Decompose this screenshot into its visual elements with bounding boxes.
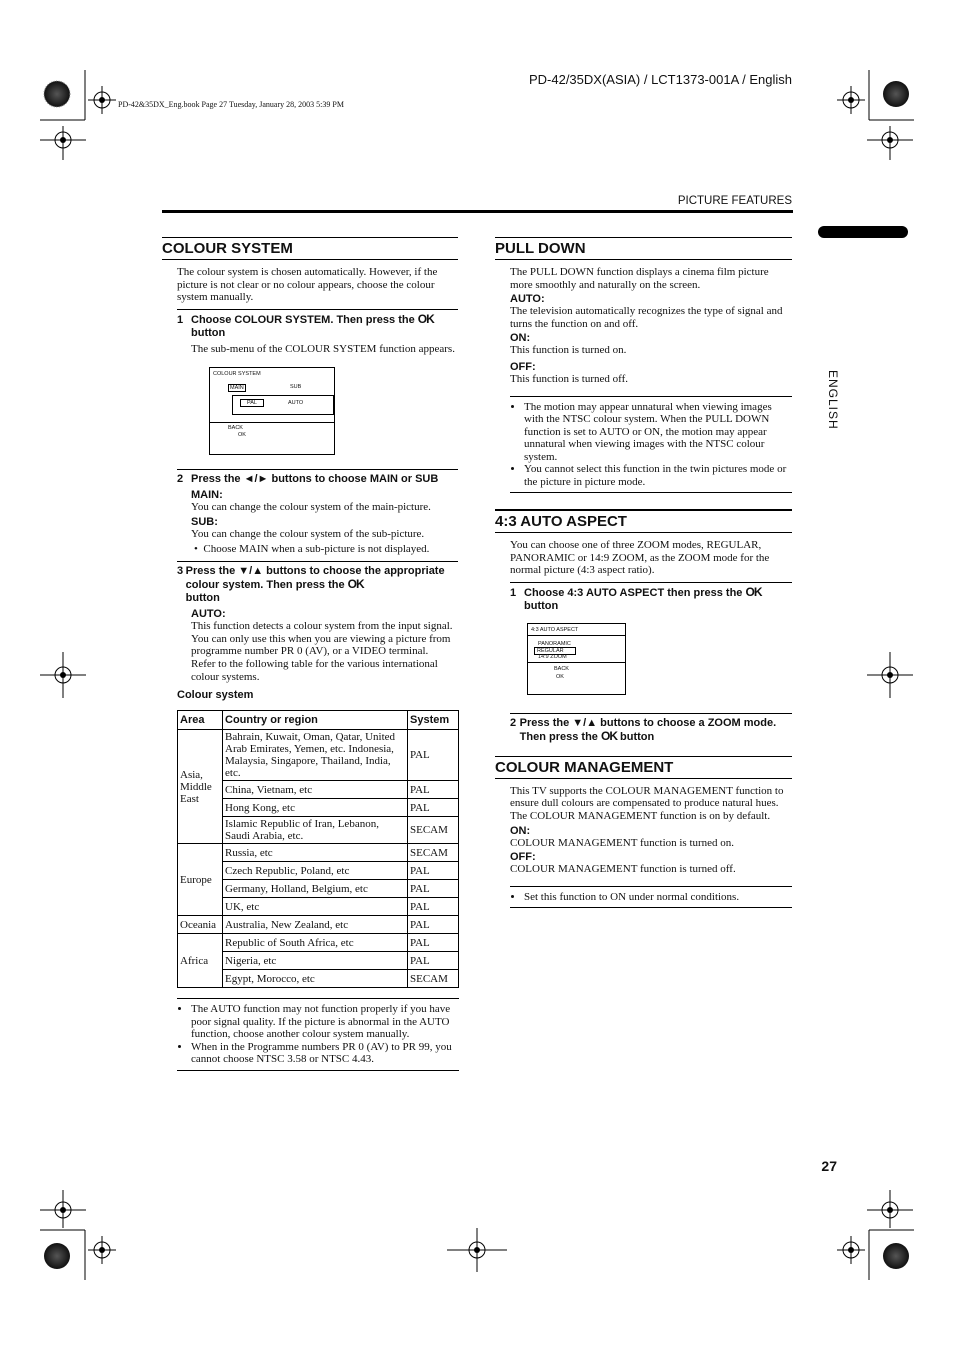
table-title: Colour system [177,689,254,702]
ok-button-icon: OK [745,584,762,599]
ok-button-icon: OK [417,311,434,326]
table-row: Islamic Republic of Iran, Lebanon, Saudi Arabia, etc. SECAM [178,817,459,844]
table-row: Germany, Holland, Belgium, etc PAL [178,880,459,898]
language-label: ENGLISH [826,370,840,430]
table-row: UK, etc PAL [178,898,459,916]
page-number: 27 [821,1158,837,1174]
auto-aspect-menu-screenshot: 4:3 AUTO ASPECT PANORAMIC REGULAR 14:9 ZOOM BACK OK [510,623,792,711]
auto-aspect-step-2: 2 Press the ▼/▲ buttons to choose a ZOOM mode. Then press the OK button [510,713,792,744]
step-1-desc: The sub-menu of the COLOUR SYSTEM function appears. [191,342,455,355]
colour-system-heading: COLOUR SYSTEM [162,237,458,260]
list-item: • Set this function to ON under normal conditions. [524,891,792,904]
list-item: • When in the Programme numbers PR 0 (AV) to PR 99, you cannot choose NTSC 3.58 or NTSC 4.43. [191,1041,459,1066]
colour-system-step-1: 1 Choose COLOUR SYSTEM. Then press the OK button [177,309,458,340]
auto-aspect-heading: 4:3 AUTO ASPECT [495,509,792,533]
colour-management-heading: COLOUR MANAGEMENT [495,756,792,779]
table-row: Hong Kong, etc PAL [178,799,459,817]
document-model-header: PD-42/35DX(ASIA) / LCT1373-001A / English [528,72,792,87]
list-item: • The AUTO function may not function properly if you have poor signal quality. If the picture is abnormal in the AUTO function, choose another colour system manually. [191,1003,459,1041]
auto-aspect-step-1: 1 Choose 4:3 AUTO ASPECT then press the OK button [510,582,792,613]
left-column: COLOUR SYSTEM The colour system is chosen automatically. However, if the picture is not clear or no colour appears, choose the colour system manually. 1 Choose COLOUR SYSTEM. Then press the OK button The sub-menu of the COLOUR SYSTEM function appears. COLOUR SYSTEM MAIN SUB PAL AUTO BACK OK 2 Press the ◄/► buttons to choose MAIN or SUB MAIN: You can change the colour system of the main-picture. SUB: You can change the colour system of the sub-picture. • Choose MAIN when a sub-picture is not displayed. 3 Press the ▼/▲ buttons to choose the appropriate colour system. Then press the OK button AUTO: This function detects a colour system from the input signal. You can only use this when you are viewing a picture from programme number PR 0 (AV), or a VIDEO terminal. Refer to the following table for the various international colour systems. Colour system Area Country or region System Asia, Middle East Bahrain, Kuwait, Oman, Qatar, United Arab Emirates, Yemen, etc. Indonesia, Malaysia, Singapore, Thailand, India, etc. PAL China, Vietnam, etc PAL Hong Kong, etc PAL Islamic Republic of Iran, Lebanon, Saudi Arabia, etc. SECAM Europe Russia, etc SECAM Czech Republic, Poland, etc PAL Germany, Holland, Belgium, etc PAL UK, etc PAL Oceania Australia, New Zealand, etc PAL Africa Republic of South Africa, etc PAL Nigeria, etc PAL Egypt, Morocco, etc SECAM • The AUTO function may not function properly if you have poor signal quality. If the picture is abnormal in the AUTO function, choose another colour system manually. • When in the Programme numbers PR 0 (AV) to PR 99, you cannot choose NTSC 3.58 or NTSC 4.43. [162,237,458,1071]
colour-system-intro: The colour system is chosen automatically. However, if the picture is not clear or no colour appears, choose the colour system manually. [177,266,438,304]
colour-system-step-2: 2 Press the ◄/► buttons to choose MAIN or SUB [177,469,458,486]
colour-management-notes [510,886,792,909]
table-row: China, Vietnam, etc PAL [178,781,459,799]
section-tab [818,226,908,238]
table-row: Asia, Middle East Bahrain, Kuwait, Oman, Qatar, United Arab Emirates, Yemen, etc. Indonesia, Malaysia, Singapore, Thailand, India, etc. PAL [178,730,459,781]
sub-bullet: • Choose MAIN when a sub-picture is not displayed. [194,542,430,555]
table-row: Nigeria, etc PAL [178,952,459,970]
list-item: • The motion may appear unnatural when viewing images with the NTSC colour system. When the PULL DOWN function is set to AUTO or ON, the motion may appear unnatural when viewing images with the NTSC colour system. [524,401,792,464]
ok-button-icon: OK [600,728,617,743]
section-label: PICTURE FEATURES [677,195,792,207]
table-row: Czech Republic, Poland, etc PAL [178,862,459,880]
table-row: Europe Russia, etc SECAM [178,844,459,862]
colour-system-step-3: 3 Press the ▼/▲ buttons to choose the appropriate colour system. Then press the OK button [177,561,458,605]
table-row: Egypt, Morocco, etc SECAM [178,970,459,988]
pull-down-heading: PULL DOWN [495,237,792,260]
book-info: PD-42&35DX_Eng.book Page 27 Tuesday, January 28, 2003 5:39 PM [118,100,344,109]
table-row: Oceania Australia, New Zealand, etc PAL [178,916,459,934]
right-column: PULL DOWN The PULL DOWN function displays a cinema film picture more smoothly and naturally on the screen. AUTO: The television automatically recognizes the type of signal and turns the function on and off. ON: This function is turned on. OFF: This function is turned off. • The motion may appear unnatural when viewing images with the NTSC colour system. When the PULL DOWN function is set to AUTO or ON, the motion may appear unnatural when viewing images with the NTSC colour system. • You cannot select this function in the twin pictures mode or the picture in picture mode. 4:3 AUTO ASPECT You can choose one of three ZOOM modes, REGULAR, PANORAMIC or 14:9 ZOOM, as the ZOOM mode for the normal picture (4:3 aspect ratio). 1 Choose 4:3 AUTO ASPECT then press the OK button 4:3 AUTO ASPECT PANORAMIC REGULAR 14:9 ZOOM BACK OK 2 Press the ▼/▲ buttons to choose a ZOOM mode. Then press the OK button COLOUR MANAGEMENT This TV supports the COLOUR MANAGEMENT function to ensure dull colours are compensated to produce natural hues. The COLOUR MANAGEMENT function is on by default. ON: COLOUR MANAGEMENT function is turned on. OFF: COLOUR MANAGEMENT function is turned off. • Set this function to ON under normal conditions. [495,237,792,908]
table-row: Africa Republic of South Africa, etc PAL [178,934,459,952]
top-rule [162,210,793,213]
colour-system-menu-screenshot: COLOUR SYSTEM MAIN SUB PAL AUTO BACK OK [177,367,458,467]
ok-button-icon: OK [347,577,364,592]
list-item: • You cannot select this function in the twin pictures mode or the picture in picture mode. [524,463,792,488]
colour-system-notes [177,998,459,1071]
colour-system-table: Area Country or region System Asia, Middle East Bahrain, Kuwait, Oman, Qatar, United Arab Emirates, Yemen, etc. Indonesia, Malaysia, Singapore, Thailand, India, etc. PAL China, Vietnam, etc PAL Hong Kong, etc PAL Islamic Republic of Iran, Lebanon, Saudi Arabia, etc. SECAM Europe Russia, etc SECAM Czech Republic, Poland, etc PAL Germany, Holland, Belgium, etc PAL UK, etc PAL Oceania Australia, New Zealand, etc PAL Africa Republic of South Africa, etc PAL Nigeria, etc PAL Egypt, Morocco, etc SECAM [177,710,459,988]
pull-down-notes [510,396,792,494]
